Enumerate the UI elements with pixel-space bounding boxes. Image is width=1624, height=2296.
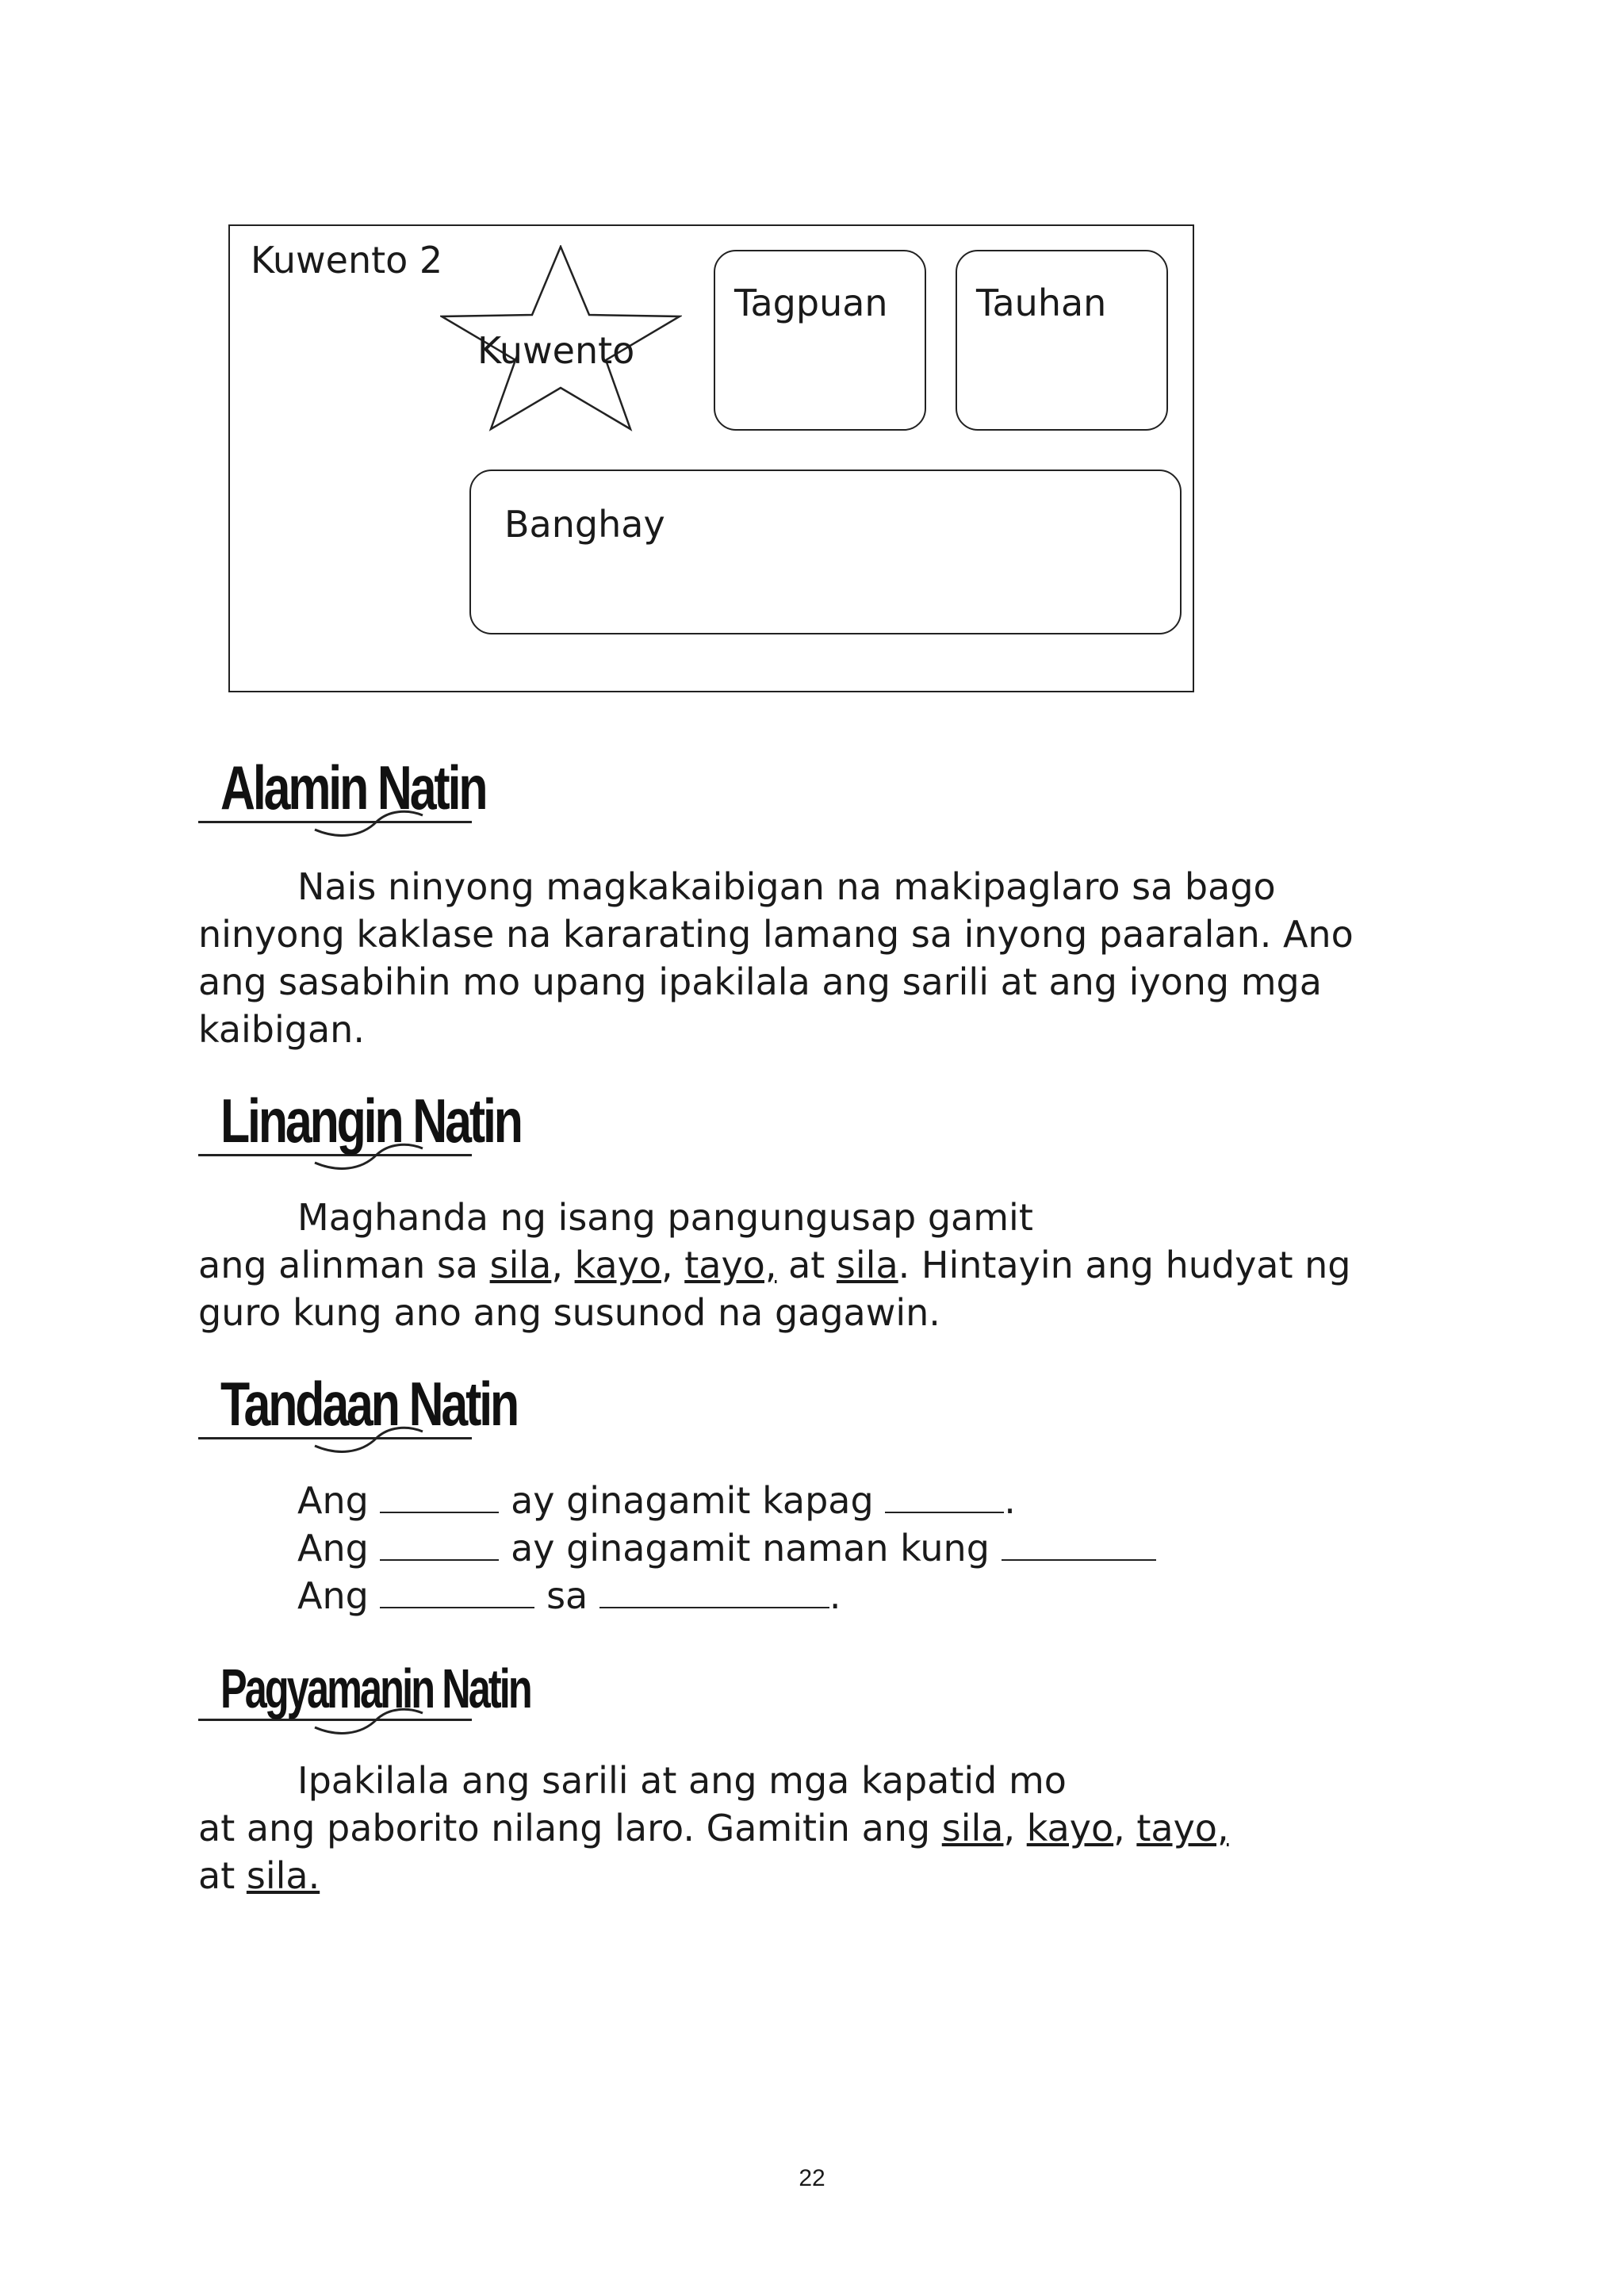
text-fragment: at ang paborito nilang laro. Gamitin ang — [198, 1807, 942, 1849]
text-fragment: . — [829, 1574, 841, 1617]
pronoun-kayo: kayo — [574, 1244, 661, 1286]
tauhan-label: Tauhan — [976, 282, 1107, 324]
tandaan-heading-text: Tandaan Natin — [220, 1369, 518, 1439]
text-fragment: . Hintayin ang hudyat ng — [898, 1244, 1351, 1286]
text-fragment: Ang — [297, 1574, 381, 1617]
fill-blank[interactable] — [1002, 1527, 1156, 1561]
fill-blank[interactable] — [599, 1575, 829, 1608]
text-fragment: , — [1003, 1807, 1027, 1849]
pronoun-sila: sila — [836, 1244, 898, 1286]
fill-blank[interactable] — [380, 1527, 499, 1561]
text-fragment: ay ginagamit naman kung — [499, 1527, 1002, 1570]
tandaan-heading — [198, 1369, 518, 1463]
text-fragment: , — [661, 1244, 685, 1286]
alamin-line-4: kaibigan. — [198, 1008, 365, 1051]
linangin-line-3: guro kung ano ang susunod na gagawin. — [198, 1291, 940, 1334]
linangin-heading — [198, 1086, 521, 1180]
tandaan-line-2 — [198, 1524, 1435, 1572]
tauhan-box — [956, 250, 1168, 431]
pronoun-kayo: kayo — [1026, 1807, 1114, 1849]
tagpuan-box — [714, 250, 926, 431]
linangin-line-2 — [198, 1241, 1435, 1289]
text-fragment: . — [1004, 1479, 1016, 1522]
pronoun-tayo: tayo, — [684, 1244, 777, 1286]
linangin-line-1: Maghanda ng isang pangungusap gamit — [297, 1196, 1033, 1239]
linangin-heading-text: Linangin Natin — [220, 1086, 521, 1156]
pronoun-sila: sila — [941, 1807, 1004, 1849]
pagyamanin-line-1: Ipakilala ang sarili at ang mga kapatid mo — [297, 1759, 1067, 1802]
story-map-box — [228, 224, 1194, 692]
pagyamanin-paragraph — [198, 1757, 1435, 1899]
alamin-line-2: ninyong kaklase na kararating lamang sa inyong paaralan. Ano — [198, 913, 1354, 956]
banghay-label: Banghay — [504, 503, 665, 546]
text-fragment: , — [1113, 1807, 1137, 1849]
story-map-title: Kuwento 2 — [251, 239, 443, 282]
text-fragment: at — [776, 1244, 837, 1286]
pagyamanin-heading — [198, 1658, 530, 1745]
fill-blank[interactable] — [885, 1480, 1004, 1513]
pagyamanin-heading-text: Pagyamanin Natin — [220, 1658, 530, 1719]
fill-blank[interactable] — [380, 1480, 499, 1513]
tandaan-line-1 — [198, 1477, 1435, 1524]
alamin-paragraph — [198, 863, 1435, 1053]
page-number: 22 — [799, 2165, 825, 2191]
pagyamanin-line-3 — [198, 1852, 1435, 1899]
pronoun-sila: sila — [489, 1244, 552, 1286]
banghay-box — [469, 470, 1182, 634]
tandaan-line-3 — [198, 1572, 1435, 1619]
alamin-line-1: Nais ninyong magkakaibigan na makipaglaro sa bago — [297, 865, 1276, 908]
pagyamanin-line-2 — [198, 1804, 1435, 1852]
alamin-line-3: ang sasabihin mo upang ipakilala ang sarili at ang iyong mga — [198, 960, 1322, 1003]
text-fragment: ang alinman sa — [198, 1244, 490, 1286]
text-fragment: Ang — [297, 1527, 381, 1570]
tagpuan-label: Tagpuan — [734, 282, 888, 324]
alamin-heading-text: Alamin Natin — [220, 753, 486, 822]
text-fragment: ay ginagamit kapag — [499, 1479, 886, 1522]
text-fragment: at — [198, 1854, 247, 1897]
pronoun-tayo: tayo, — [1136, 1807, 1229, 1849]
text-fragment: Ang — [297, 1479, 381, 1522]
fill-blank[interactable] — [380, 1575, 534, 1608]
star-label: Kuwento — [477, 329, 635, 372]
alamin-heading — [198, 753, 486, 847]
text-fragment: sa — [534, 1574, 599, 1617]
pronoun-sila: sila. — [246, 1854, 320, 1897]
tandaan-paragraph — [198, 1477, 1435, 1619]
linangin-paragraph — [198, 1194, 1435, 1336]
text-fragment: , — [551, 1244, 575, 1286]
